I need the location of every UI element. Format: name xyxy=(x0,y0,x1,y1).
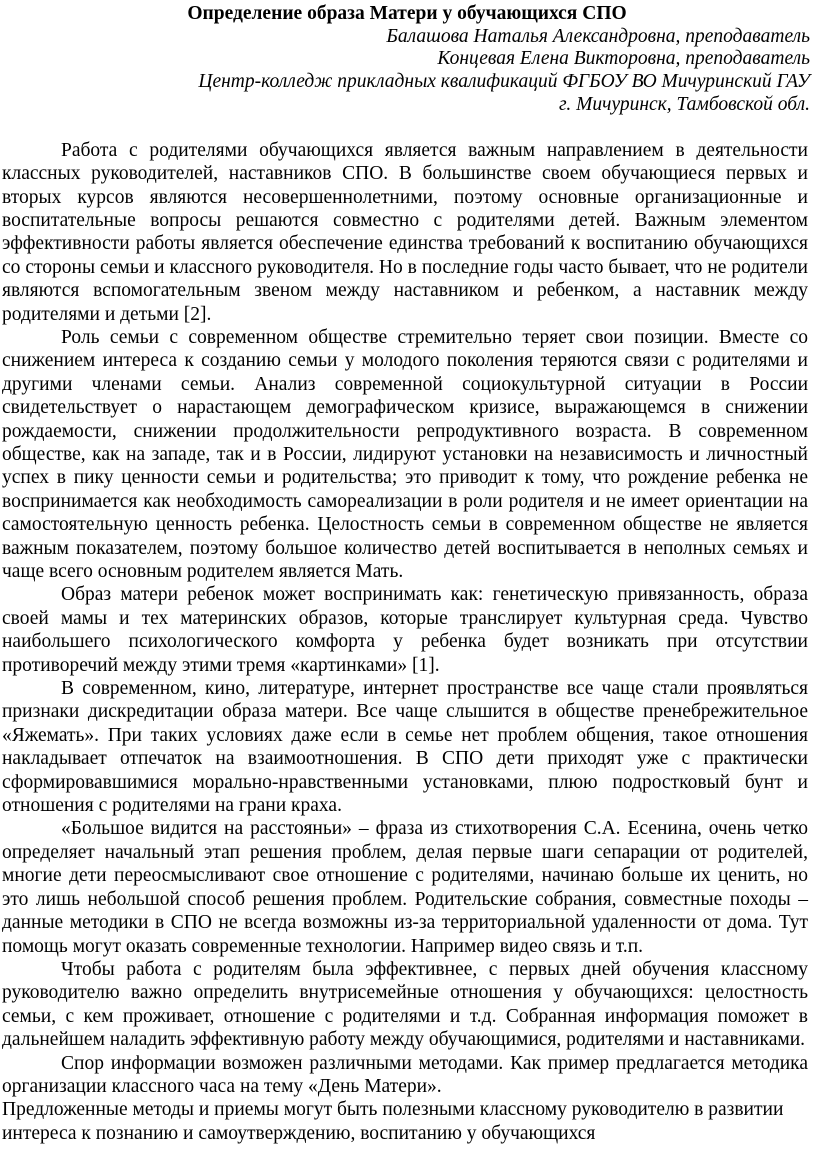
paragraph-5: «Большое видится на расстояньи» – фраза из стихотворения С.А. Есенина, очень четко определяет начальный этап решения проблем, делая первые шаги сепарации от родителей, многие дети переосмысливают свое отношение с родителями, начинаю больше их ценить, но это лишь небольшой способ решения проблем. Родительские собрания, совместные походы – данные методики в СПО не всегда возможны из-за территориальной удаленности от дома. Тут помощь могут оказать современные технологии. Например видео связь и т.п. xyxy=(2,818,808,957)
paragraph-2: Роль семьи с современном обществе стремительно теряет свои позиции. Вместе со снижением интереса к созданию семьи у молодого поколения теряются связи с родителями и другими членами семьи. Анализ современной социокультурной ситуации в России свидетельствует о нарастающем демографическом кризисе, выражающемся в снижении рождаемости, снижении продолжительности репродуктивного возраста. В современном обществе, как на западе, так и в России, лидируют установки на независимость и личностный успех в пику ценности семьи и родительства; это приводит к тому, что рождение ребенка не воспринимается как необходимость самореализации в роли родителя и не имеет ориентации на самостоятельную ценность ребенка. Целостность семьи в современном обществе не является важным показателем, поэтому большое количество детей воспитывается в неполных семьях и чаще всего основным родителем является Мать. xyxy=(2,326,808,582)
document-body xyxy=(0,139,812,1145)
author-block xyxy=(0,26,812,117)
spacer xyxy=(0,117,812,139)
author-line-1: Балашова Наталья Александровна, преподаватель xyxy=(386,25,810,47)
paragraph-7: Спор информации возможен различными методами. Как пример предлагается методика организации классного часа на тему «День Матери». xyxy=(2,1052,808,1097)
institution-line: Центр-колледж прикладных квалификаций ФГБОУ ВО Мичуринский ГАУ xyxy=(198,71,810,93)
location-line: г. Мичуринск, Тамбовской обл. xyxy=(559,93,810,115)
author-line-2: Концевая Елена Викторовна, преподаватель xyxy=(437,48,810,70)
closing-paragraph: Предложенные методы и приемы могут быть полезными классному руководителю в развитии интереса к познанию и самоутверждению, воспитанию у обучающихся xyxy=(2,1099,784,1144)
paragraph-4: В современном, кино, литературе, интернет пространстве все чаще стали проявляться признаки дискредитации образа матери. Все чаще слышится в обществе пренебрежительное «Яжемать». При таких условиях даже если в семье нет проблем общения, такое отношения накладывает отпечаток на взаимоотношения. В СПО дети приходят уже с практически сформировавшимися морально-нравственными установками, плюю подростковый бунт и отношения с родителями на грани краха. xyxy=(2,678,808,817)
paragraph-6: Чтобы работа с родителям была эффективнее, с первых дней обучения классному руководителю важно определить внутрисемейные отношения у обучающихся: целостность семьи, с кем проживает, отношение с родителями и т.д. Собранная информация поможет в дальнейшем наладить эффективную работу между обучающимися, родителями и наставниками. xyxy=(2,958,808,1051)
paragraph-1: Работа с родителями обучающихся является важным направлением в деятельности классных руководителей, наставников СПО. В большинстве своем обучающиеся первых и вторых курсов являются несовершеннолетними, поэтому основные организационные и воспитательные вопросы решаются совместно с родителями детей. Важным элементом эффективности работы является обеспечение единства требований к воспитанию обучающихся со стороны семьи и классного руководителя. Но в последние годы часто бывает, что не родители являются вспомогательным звеном между наставником и ребенком, а наставник между родителями и детьми [2]. xyxy=(2,139,808,325)
document-title: Определение образа Матери у обучающихся СПО xyxy=(187,3,627,24)
paragraph-3: Образ матери ребенок может воспринимать как: генетическую привязанность, образа своей мамы и тех материнских образов, которые транслирует культурная среда. Чувство наибольшего психологического комфорта у ребенка будет возникать при отсутствии противоречий между этими тремя «картинками» [1]. xyxy=(2,584,808,676)
